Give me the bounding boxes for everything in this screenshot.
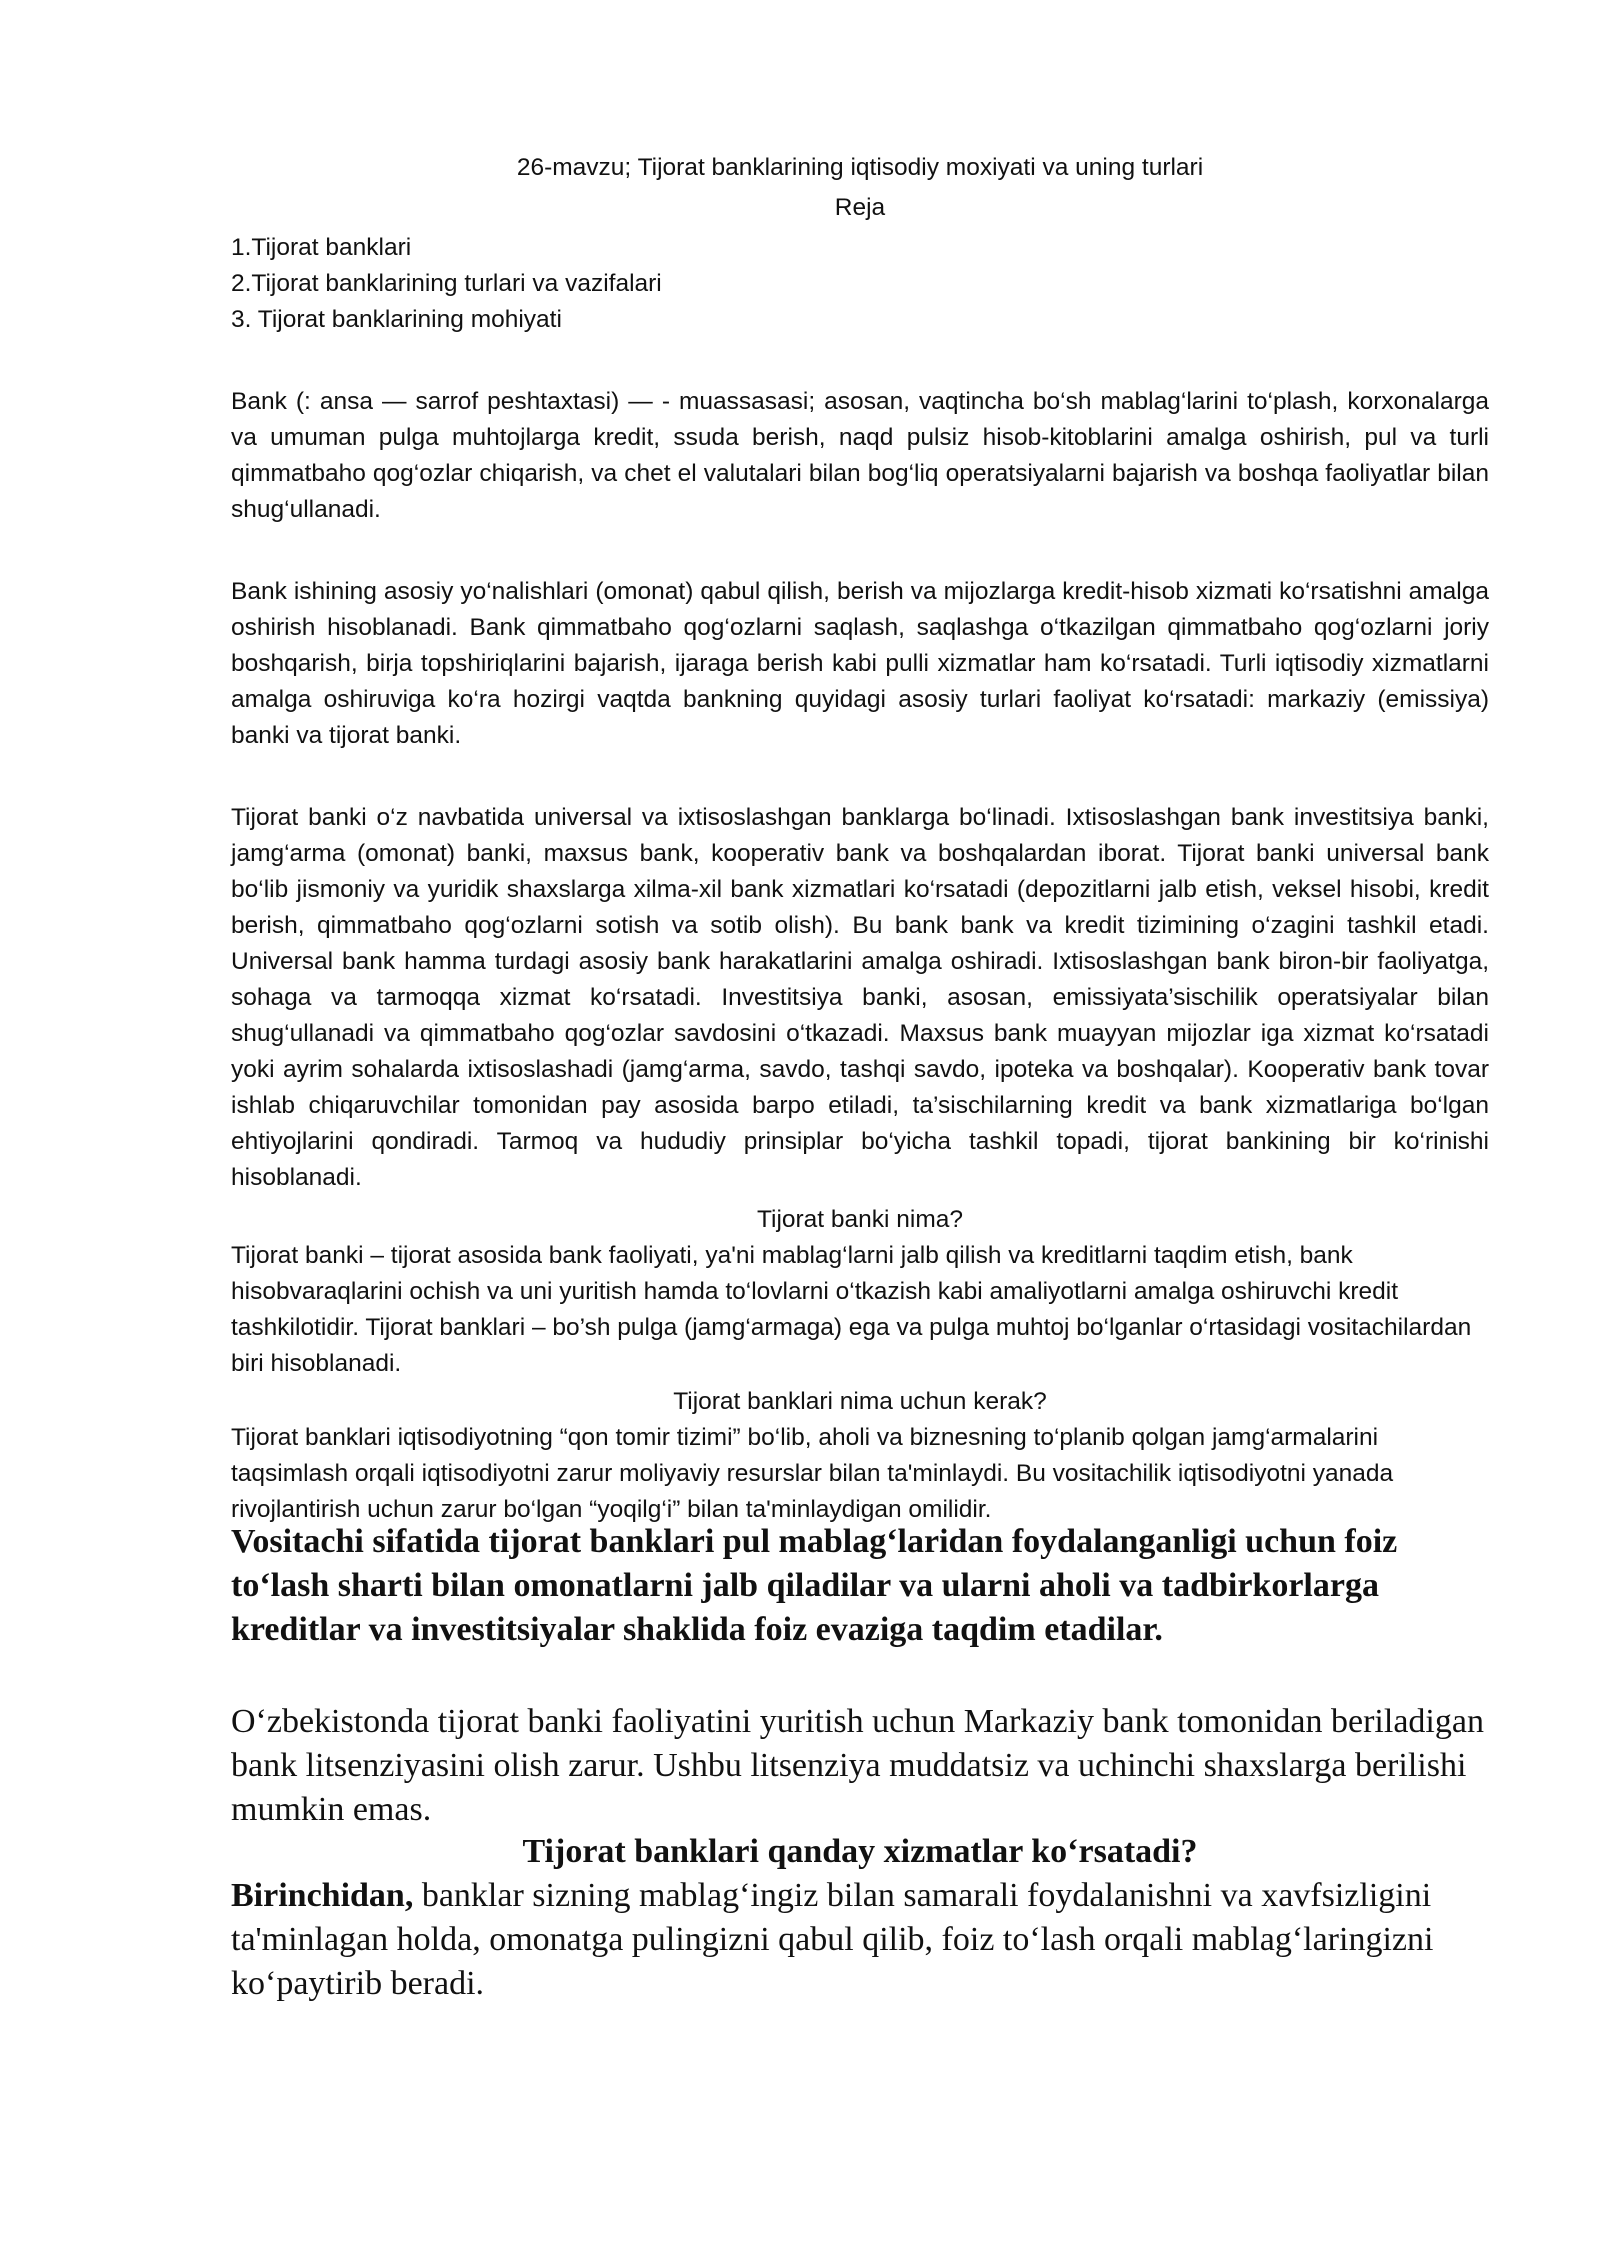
paragraph-bank-activities: Bank ishining asosiy yo‘nalishlari (omonat) qabul qilish, berish va mijozlarga kredit-hisob xizmati ko‘rsatishni amalga oshirish hisoblanadi. Bank qimmatbaho qog‘ozlarni saqlash, saqlashga o‘tkazilgan qimmatbaho qog‘ozlarni joriy boshqarish, birja topshiriqlarini bajarish, ijaraga berish kabi pulli xizmatlar ham ko‘rsatadi. Turli iqtisodiy xizmatlarni amalga oshiruviga ko‘ra hozirgi vaqtda bankning quyidagi asosiy turlari faoliyat ko‘rsatadi: markaziy (emissiya) banki va tijorat banki. [231,578,1489,749]
services-text: banklar sizning mablag‘ingiz bilan samarali foydalanishni va xavfsizligini ta'minlagan holda, omonatga pulingizni qabul qilib, foiz to‘lash orqali mablag‘laringizni ko‘paytirib beradi. [231,1877,1434,2002]
heading-services: Tijorat banklari qanday xizmatlar ko‘rsatadi? [522,1833,1198,1870]
plan-list [231,230,1489,338]
bold-paragraph-intermediary: Vositachi sifatida tijorat banklari pul mablag‘laridan foydalanganligi uchun foiz to‘lash sharti bilan omonatlarni jalb qiladilar va ularni aholi va tadbirkorlarga kreditlar va investitsiyalar shaklida foiz evaziga taqdim etadilar. [231,1523,1398,1648]
paragraph-bank-definition: Bank (: ansa — sarrof peshtaxtasi) — - muassasasi; asosan, vaqtincha bo‘sh mablag‘larini to‘plash, korxonalarga va umuman pulga muhtojlarga kredit, ssuda berish, naqd pulsiz hisob-kitoblarini amalga oshirish, pul va turli qimmatbaho qog‘ozlar chiqarish, va chet el valutalari bilan bog‘liq operatsiyalarni bajarish va boshqa faoliyatlar bilan shug‘ullanadi. [231,388,1489,523]
plan-item: 1.Tijorat banklari [231,234,412,261]
paragraph-commercial-bank-definition: Tijorat banki – tijorat asosida bank faoliyati, ya'ni mablag‘larni jalb qilish va kreditlarni taqdim etish, bank hisobvaraqlarini ochish va uni yuritish hamda to‘lovlarni o‘tkazish kabi amaliyotlarni amalga oshiruvchi kredit tashkilotidir. Tijorat banklari – bo’sh pulga (jamg‘armaga) ega va pulga muhtoj bo‘lganlar o‘rtasidagi vositachilardan biri hisoblanadi. [231,1242,1472,1377]
document-title: 26-mavzu; Tijorat banklarining iqtisodiy moxiyati va uning turlari [516,154,1204,181]
paragraph-services-first [231,1874,1489,2006]
paragraph-license: O‘zbekistonda tijorat banki faoliyatini yuritish uchun Markaziy bank tomonidan beriladigan bank litsenziyasini olish zarur. Ushbu litsenziya muddatsiz va uchinchi shaxslarga berilishi mumkin emas. [231,1703,1484,1828]
plan-item: 3. Tijorat banklarining mohiyati [231,306,562,333]
services-lead-word: Birinchidan, [231,1877,414,1914]
paragraph-why-needed: Tijorat banklari iqtisodiyotning “qon tomir tizimi” bo‘lib, aholi va biznesning to‘planib qolgan jamg‘armalarini taqsimlash orqali iqtisodiyotni zarur moliyaviy resurslar bilan ta'minlaydi. Bu vositachilik iqtisodiyotni yanada rivojlantirish uchun zarur bo‘lgan “yoqilg‘i” bilan ta'minlaydigan omilidir. [231,1424,1394,1523]
subheading-what-is: Tijorat banki nima? [756,1206,964,1233]
plan-item: 2.Tijorat banklarining turlari va vazifalari [231,270,662,297]
paragraph-bank-types: Tijorat banki o‘z navbatida universal va ixtisoslashgan banklarga bo‘linadi. Ixtisoslashgan bank investitsiya banki, jamg‘arma (omonat) banki, maxsus bank, kooperativ bank va boshqalardan iborat. Tijorat banki universal bank bo‘lib jismoniy va yuridik shaxslarga xilma-xil bank xizmatlari ko‘rsatadi (depozitlarni jalb etish, veksel hisobi, kredit berish, qimmatbaho qog‘ozlarni sotish va sotib olish). Bu bank bank va kredit tizimining o‘zagini tashkil etadi. Universal bank hamma turdagi asosiy bank harakatlarini amalga oshiradi. Ixtisoslashgan bank biron-bir faoliyatga, sohaga va tarmoqqa xizmat ko‘rsatadi. Investitsiya banki, asosan, emissiyata’sischilik operatsiyalar bilan shug‘ullanadi va qimmatbaho qog‘ozlar savdosini o‘tkazadi. Maxsus bank muayyan mijozlar iga xizmat ko‘rsatadi yoki ayrim sohalarda ixtisoslashadi (jamg‘arma, savdo, tashqi savdo, ipoteka va boshqalar). Kooperativ bank tovar ishlab chiqaruvchilar tomonidan pay asosida barpo etiladi, ta’sischilarning kredit va bank xizmatlariga bo‘lgan ehtiyojlarini qondiradi. Tarmoq va hududiy prinsiplar bo‘yicha tashkil topadi, tijorat bankining bir ko‘rinishi hisoblanadi. [231,804,1489,1191]
plan-heading: Reja [834,194,886,221]
subheading-why-needed: Tijorat banklari nima uchun kerak? [673,1388,1047,1415]
